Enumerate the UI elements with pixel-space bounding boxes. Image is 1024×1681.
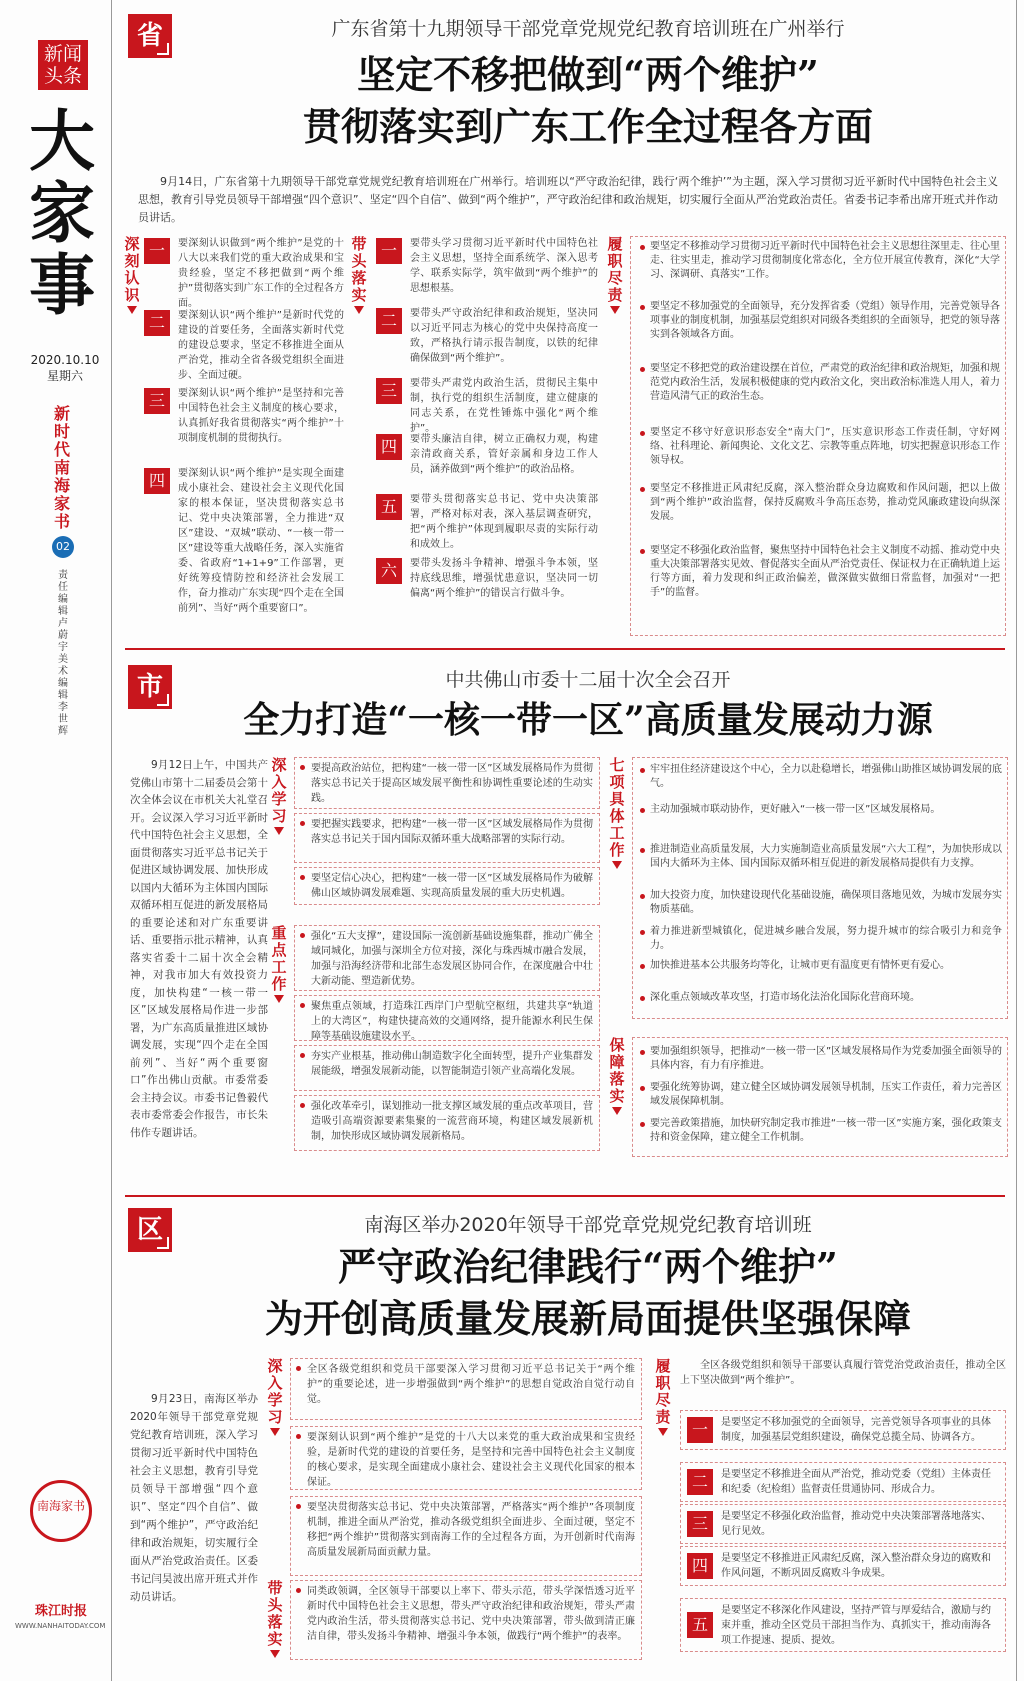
section1-label-lvzhi: 履职尽责 (606, 236, 624, 314)
news-headline-tag: 新闻头条 (38, 40, 88, 90)
bullet-item: 加快推进基本公共服务均等化，让城市更有温度更有情怀更有爱心。 (638, 959, 1002, 973)
bullet-item: 要坚定不移推动学习贯彻习近平新时代中国特色社会主义思想往深里走、往心里走、往实里走，推动学习贯彻制度化常态化，全方位开展宣传教育，深化“大学习、深调研、真落实”工作。 (638, 240, 1000, 282)
section1-lead: 9月14日，广东省第十九期领导干部党章党规党纪教育培训班在广州举行。培训班以“严守政治纪律，践行‘两个维护’”为主题，深入学习贯彻习近平新时代中国特色社会主义思想，教育引导党员领导干部增强“四个意识”、坚定“四个自信”、做到“两个维护”，严守政治纪律和政治规矩，切实履行全面从严治党政治责任。省委书记李希出席开班式并作动员讲话。 (138, 175, 998, 224)
issue-date: 2020.10.10 星期六 (30, 353, 100, 383)
numbered-box-item (680, 1462, 1006, 1502)
city-badge: 市 (128, 665, 172, 709)
item-number-badge: 一 (687, 1417, 713, 1443)
divider-1 (125, 648, 1005, 650)
footer-website: WWW.NANHAITODAY.COM (15, 1622, 106, 1630)
bullet-item: 深化重点领域改革攻坚，打造市场化法治化国际化营商环境。 (638, 991, 1002, 1005)
bullet-item: 要坚定不移强化政治监督，聚焦坚持中国特色社会主义制度不动摇、推动党中央重大决策部署落实见效、督促落实全面从严治党责任、保证权力在正确轨道上运行等方面，着力发现和纠正政治偏差，做深做实做细日常监督，加强对“一把手”的监督。 (638, 544, 1000, 600)
numbered-item: 要深刻认识做到“两个维护”是党的十八大以来我们党的重大政治成果和宝贵经验，坚定不移把做到“两个维护”贯彻落实到广东工作的全过程各方面。 (178, 238, 344, 309)
dashed-item: 夯实产业根基，推动佛山制造数字化全面转型，提升产业集群发展能级，增强发展新动能，以智能制造引领产业高端化发展。 (294, 1045, 600, 1091)
dashed-item: 要坚决贯彻落实总书记、党中央决策部署，严格落实“两个维护”各项制度机制，推进全面从严治党，推动各级党组织全面进步、全面过硬，坚定不移把“两个维护”贯彻落实到南海工作的全过程各方面，为开创新时代南海高质量发展新局面贡献力量。 (290, 1496, 642, 1576)
item-number-badge: 四 (144, 468, 170, 494)
numbered-item: 要带头严守政治纪律和政治规矩，坚决同以习近平同志为核心的党中央保持高度一致，严格执行请示报告制度，以铁的纪律确保做到“两个维护”。 (410, 308, 598, 364)
item-number-badge: 四 (376, 434, 402, 460)
numbered-item: 要深刻认识“两个维护”是实现全面建成小康社会、建设社会主义现代化国家的根本保证，坚决贯彻落实总书记、党中央决策部署，全力推进“双区”建设、“双城”联动、“一核一带一区”建设等重大战略任务，深入实施省委、省政府“1+1+9”工作部署，更好统筹疫情防控和经济社会发展工作，奋力推动广东实现“四个走在全国前列”、当好“两个重要窗口”。 (178, 468, 344, 614)
dashed-item: 要提高政治站位，把构建“一核一带一区”区域发展格局作为贯彻落实总书记关于提高区域发展平衡性和协调性重要论述的生动实践。 (294, 757, 600, 809)
page-border (1016, 0, 1024, 1681)
section3-label-daitou: 带头落实 (266, 1580, 284, 1658)
bullet-item: 加大投资力度，加快建设现代化基础设施，确保项目落地见效，为城市发展夯实物质基础。 (638, 889, 1002, 917)
section2-label-qixiang: 七项具体工作 (608, 757, 626, 869)
page-number: 02 (52, 536, 74, 558)
dashed-item: 强化“五大支撑”，建设国际一流创新基础设施集群，推动广佛全域同城化，加强与深圳全方位对接，深化与珠西城市融合发展，加强与沿海经济带和北部生态发展区协同合作，在深度融合中壮大新动能、塑造新优势。 (294, 925, 600, 991)
section2-label-zhongdian: 重点工作 (270, 925, 288, 1003)
dashed-item: 聚焦重点领域，打造珠江西岸门户型航空枢纽，共建共享“轨道上的大湾区”，构建快捷高效的交通网络，提升能源水利民生保障等基础设施建设水平。 (294, 995, 600, 1041)
dashed-item: 要把握实践要求，把构建“一核一带一区”区域发展格局作为贯彻落实总书记关于国内国际双循环重大战略部署的实际行动。 (294, 813, 600, 863)
section3-label-lvzhi: 履职尽责 (654, 1358, 672, 1436)
item-number-badge: 三 (376, 378, 402, 404)
section3-col3-intro: 全区各级党组织和领导干部要认真履行管党治党政治责任，推动全区上下坚决做到“两个维护”。 (680, 1360, 1006, 1386)
section-city (118, 655, 1014, 1175)
item-number-badge: 三 (687, 1511, 713, 1537)
section2-kicker: 中共佛山市委十二届十次全会召开 (445, 669, 731, 691)
numbered-box-text: 是要坚定不移加强党的全面领导，完善党领导各项事业的具体制度，加强基层党组织建设，确保党总揽全局、协调各方。 (721, 1417, 991, 1443)
district-badge: 区 (128, 1208, 172, 1252)
divider-2 (125, 1195, 1005, 1197)
numbered-box-item (680, 1546, 1006, 1586)
bullet-item: 要加强组织领导，把推动“一核一带一区”区域发展格局作为党委加强全面领导的具体内容，有力有序推进。 (638, 1045, 1002, 1073)
pearl-river-times-logo: 珠江时报 (34, 1604, 87, 1619)
item-number-badge: 三 (144, 388, 170, 414)
bullet-item: 要完善政策措施，加快研究制定我市推进“一核一带一区”实施方案，强化政策支持和资金保障，建立健全工作机制。 (638, 1117, 1002, 1145)
numbered-item: 要带头严肃党内政治生活，贯彻民主集中制，执行党的组织生活制度，建立健康的同志关系，在党性锤炼中强化“两个维护”。 (410, 378, 598, 434)
section2-headline: 全力打造“一核一带一区”高质量发展动力源 (243, 699, 933, 741)
section1-label-shenke: 深刻认识 (123, 236, 141, 314)
numbered-item: 要带头贯彻落实总书记、党中央决策部署，严格对标对表，深入基层调查研究，把“两个维护”体现到履职尽责的实际行动和成效上。 (410, 494, 598, 550)
section2-label-shenru: 深入学习 (270, 757, 288, 835)
item-number-badge: 四 (687, 1553, 713, 1579)
section2-label-baozhang: 保障落实 (608, 1037, 626, 1115)
section3-label-shenru: 深入学习 (266, 1358, 284, 1436)
section-province (118, 8, 1014, 648)
numbered-box-item (680, 1504, 1006, 1544)
bullet-item: 要坚定不移把党的政治建设摆在首位，严肃党的政治纪律和政治规矩，加强和规范党内政治生活，发展积极健康的党内政治文化，突出政治标准选人用人，着力营造风清气正的政治生态。 (638, 362, 1000, 404)
numbered-box-item (680, 1598, 1006, 1652)
bullet-item: 要坚定不移加强党的全面领导，充分发挥省委（党组）领导作用，完善党领导各项事业的制度机制，加强基层党组织对同级各类组织的全面领导，把党的领导落实到各领域各方面。 (638, 300, 1000, 342)
item-number-badge: 五 (687, 1612, 713, 1638)
bullet-item: 推进制造业高质量发展，大力实施制造业高质量发展“六大工程”，为加快形成以国内大循环为主体、国内国际双循环相互促进的新发展格局提供有力支撑。 (638, 843, 1002, 871)
section3-headline-1: 严守政治纪律践行“两个维护” (338, 1244, 838, 1289)
item-number-badge: 二 (687, 1469, 713, 1495)
section2-col3a-box (632, 757, 1008, 1019)
dashed-item: 强化改革牵引，谋划推动一批支撑区域发展的重点改革项目，营造吸引高端资源要素集聚的一流营商环境，构建区域发展新机制，加快形成区域协调发展新格局。 (294, 1095, 600, 1151)
dashed-item: 要深刻认识到“两个维护”是党的十八大以来党的重大政治成果和宝贵经验，是新时代党的建设的首要任务，是坚持和完善中国特色社会主义制度的核心要求，是实现全面建成小康社会、建设社会主义现代化国家的根本保证。 (290, 1426, 642, 1490)
column-name: 新时代南海家书 (53, 404, 70, 531)
bullet-item: 着力推进新型城镇化，促进城乡融合发展，努力提升城市的综合吸引力和竞争力。 (638, 925, 1002, 953)
item-number-badge: 二 (376, 308, 402, 334)
section3-kicker: 南海区举办2020年领导干部党章党规党纪教育培训班 (364, 1214, 812, 1236)
dashed-item: 要坚定信心决心，把构建“一核一带一区”区域发展格局作为破解佛山区域协调发展难题、实现高质量发展的重大历史机遇。 (294, 867, 600, 905)
dashed-item: 全区各级党组织和党员干部要深入学习贯彻习近平总书记关于“两个维护”的重要论述，进一步增强做到“两个维护”的思想自觉政治自觉行动自觉。 (290, 1358, 642, 1420)
editors-credit: 责任编辑 卢蔚宇 美术编辑 李世辉 (58, 570, 68, 737)
bullet-item: 牢牢扭住经济建设这个中心，全力以赴稳增长，增强佛山助推区域协调发展的底气。 (638, 763, 1002, 791)
section-district (118, 1200, 1014, 1680)
section1-headline-1: 坚定不移把做到“两个维护” (357, 52, 819, 97)
numbered-box-item (680, 1410, 1006, 1450)
item-number-badge: 二 (144, 310, 170, 336)
item-number-badge: 六 (376, 558, 402, 584)
item-number-badge: 一 (376, 238, 402, 264)
item-number-badge: 一 (144, 238, 170, 264)
numbered-item: 要带头学习贯彻习近平新时代中国特色社会主义思想，坚持全面系统学、深入思考学、联系实际学，筑牢做到“两个维护”的思想根基。 (410, 238, 598, 294)
section1-headline-2: 贯彻落实到广东工作全过程各方面 (302, 104, 873, 149)
nanhai-jiashu-stamp: 南海家书 (30, 1480, 92, 1542)
section3-lead: 9月23日，南海区举办2020年领导干部党章党规党纪教育培训班，深入学习贯彻习近平新时代中国特色社会主义思想，教育引导党员领导干部增强“四个意识”、坚定“四个自信”、做到“两个维护”，严守政治纪律和政治规矩，切实履行全面从严治党政治责任。区委书记闫昊波出席开班式并作动员讲话。 (130, 1393, 258, 1603)
bullet-item: 主动加强城市联动协作，更好融入“一核一带一区”区域发展格局。 (638, 803, 1002, 817)
section1-kicker: 广东省第十九期领导干部党章党规党纪教育培训班在广州举行 (331, 18, 845, 40)
numbered-box-text: 是要坚定不移强化政治监督，推动党中央决策部署落地落实、见行见效。 (721, 1511, 991, 1537)
section3-headline-2: 为开创高质量发展新局面提供坚强保障 (264, 1296, 911, 1341)
numbered-box-text: 是要坚定不移深化作风建设，坚持严管与厚爱结合，激励与约束并重，推动全区党员干部担当作为、真抓实干，推动南海各项工作提速、提质、提效。 (721, 1605, 991, 1646)
section2-lead: 9月12日上午，中国共产党佛山市第十二届委员会第十次全体会议在市机关大礼堂召开。会议深入学习习近平新时代中国特色社会主义思想，全面贯彻落实习近平总书记关于促进区域协调发展、加快形成以国内大循环为主体国内国际双循环相互促进的新发展格局的重要论述和对广东重要讲话、重要指示批示精神，认真落实省委十二届十次全会精神，对我市加大有效投资力度，加快构建“一核一带一区”区域发展格局作进一步部署，为广东高质量推进区域协调发展，实现“四个走在全国前列”、当好“两个重要窗口”作出佛山贡献。市委常委会主持会议。市委书记鲁毅代表市委常委会作报告，市长朱伟作专题讲话。 (130, 759, 268, 1139)
bullet-item: 要强化统筹协调，建立健全区域协调发展领导机制，压实工作责任，着力完善区域发展保障机制。 (638, 1081, 1002, 1109)
numbered-item: 要带头发扬斗争精神、增强斗争本领，坚持底线思维，增强忧患意识，坚决同一切偏离“两个维护”的错误言行做斗争。 (410, 558, 598, 599)
dashed-item: 同类政领调，全区领导干部要以上率下、带头示范，带头学深悟透习近平新时代中国特色社会主义思想，带头严守政治纪律和政治规矩，带头严肃党内政治生活，带头贯彻落实总书记、党中央决策部署，带头做到清正廉洁自律，带头发扬斗争精神、增强斗争本领，做践行“两个维护”的表率。 (290, 1580, 642, 1660)
masthead-title: 大家事 (29, 102, 95, 324)
bullet-item: 要坚定不移推进正风肃纪反腐，深入整治群众身边腐败和作风问题，把以上做到“两个维护”政治监督，保持反腐败斗争高压态势，推动党风廉政建设向纵深发展。 (638, 482, 1000, 524)
province-badge: 省 (128, 14, 172, 58)
masthead-column (0, 0, 112, 1681)
bullet-item: 要坚定不移守好意识形态安全“南大门”，压实意识形态工作责任制，守好网络、社科理论、新闻舆论、文化文艺、宗教等重点阵地，切实把握意识形态工作领导权。 (638, 426, 1000, 468)
numbered-box-text: 是要坚定不移推进全面从严治党，推动党委（党组）主体责任和纪委（纪检组）监督责任贯通协同、形成合力。 (721, 1469, 991, 1495)
numbered-box-text: 是要坚定不移推进正风肃纪反腐，深入整治群众身边的腐败和作风问题，不断巩固反腐败斗争成果。 (721, 1553, 991, 1579)
numbered-item: 要深刻认识“两个维护”是新时代党的建设的首要任务，全面落实新时代党的建设总要求，坚定不移推进全面从严治党，推动全省各级党组织全面进步、全面过硬。 (178, 310, 344, 381)
item-number-badge: 五 (376, 494, 402, 520)
numbered-item: 要深刻认识“两个维护”是坚持和完善中国特色社会主义制度的核心要求，认真抓好我省贯彻落实“两个维护”十项制度机制的贯彻执行。 (178, 388, 344, 444)
numbered-item: 要带头廉洁自律，树立正确权力观，构建亲清政商关系，管好亲属和身边工作人员，涵养做到“两个维护”的政治品格。 (410, 434, 598, 475)
section1-label-daitou: 带头落实 (350, 236, 368, 314)
